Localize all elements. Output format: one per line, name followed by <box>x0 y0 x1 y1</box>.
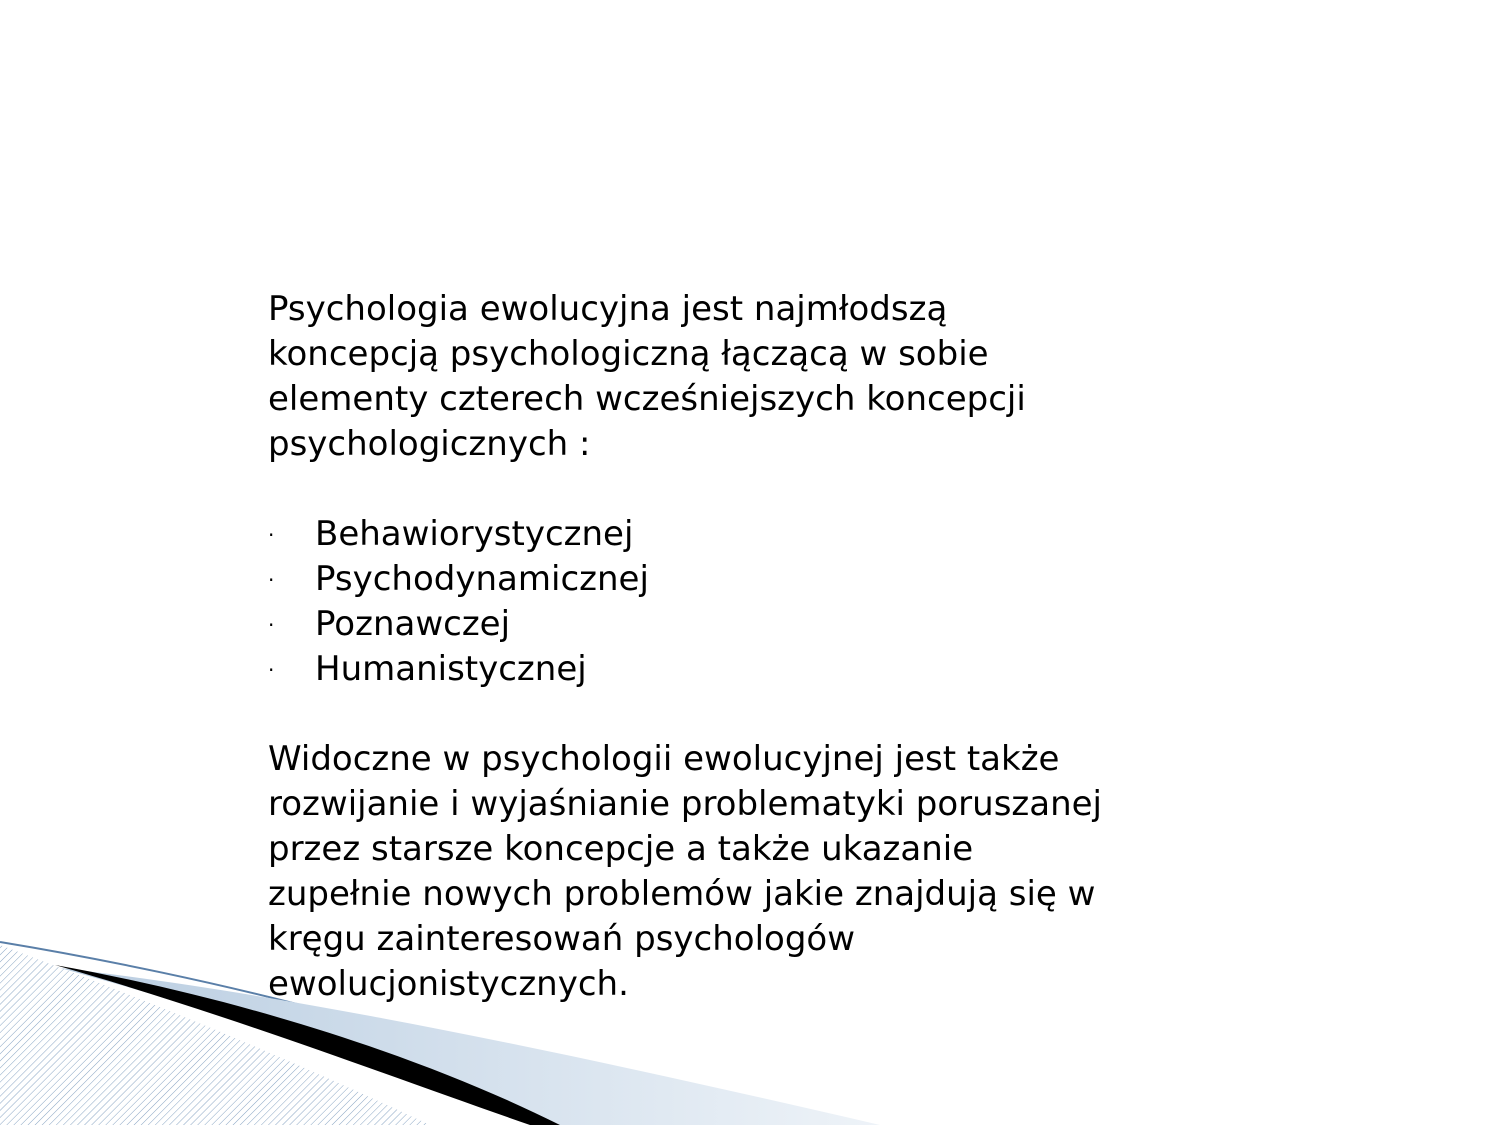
slide-body <box>268 287 1268 1007</box>
bullet-dot-icon: · <box>268 523 275 547</box>
bullet-label: Humanistycznej <box>315 649 587 689</box>
list-item <box>268 602 1268 647</box>
bullet-dot-icon: · <box>268 568 275 592</box>
bullet-label: Behawiorystycznej <box>315 514 634 554</box>
bullet-list <box>268 512 1268 692</box>
closing-paragraph: Widoczne w psychologii ewolucyjnej jest także rozwijanie i wyjaśnianie problematyki poruszanej przez starsze koncepcje a także ukazanie zupełnie nowych problemów jakie znajdują się w kręgu zainteresowań psychologów ewolucjonistycznych. <box>268 739 1102 1004</box>
list-item <box>268 647 1268 692</box>
list-item <box>268 512 1268 557</box>
bullet-dot-icon: · <box>268 658 275 682</box>
bullet-label: Psychodynamicznej <box>315 559 649 599</box>
intro-paragraph: Psychologia ewolucyjna jest najmłodszą koncepcją psychologiczną łączącą w sobie elementy czterech wcześniejszych koncepcji psychologicznych : <box>268 289 1026 464</box>
bullet-dot-icon: · <box>268 613 275 637</box>
list-item <box>268 557 1268 602</box>
bullet-label: Poznawczej <box>315 604 511 644</box>
